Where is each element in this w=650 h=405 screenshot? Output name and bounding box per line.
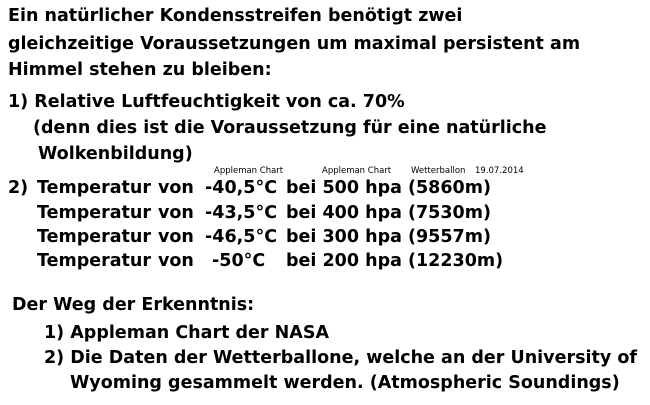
intro-line-1: Ein natürlicher Kondensstreifen benötigt zwei (8, 6, 463, 26)
requirement-1-heading: 1) Relative Luftfeuchtigkeit von ca. 70% (8, 92, 405, 112)
source-label-appleman-2: Appleman Chart (322, 166, 392, 176)
row-1-von: von (158, 178, 194, 198)
row-2-label: Temperatur (37, 203, 152, 223)
row-1-temperature: -40,5°C (205, 178, 278, 198)
row-1-pressure: bei 500 hpa (286, 178, 402, 198)
row-3-label: Temperatur (37, 227, 152, 247)
row-3-pressure: bei 300 hpa (286, 227, 402, 247)
row-2-temperature: -43,5°C (205, 203, 278, 223)
row-4-label: Temperatur (37, 251, 152, 271)
source-label-date: 19.07.2014 (475, 166, 524, 176)
row-4-temperature: -50°C (212, 251, 266, 271)
knowledge-item-2-line-2: Wyoming gesammelt werden. (Atmospheric Soundings) (70, 373, 620, 393)
row-4-von: von (158, 251, 194, 271)
requirement-2-prefix: 2) (8, 178, 29, 198)
source-label-wetterballon: Wetterballon (411, 166, 466, 176)
row-4-pressure: bei 200 hpa (286, 251, 402, 271)
intro-line-2: gleichzeitige Voraussetzungen um maximal persistent am (8, 34, 581, 54)
row-1-altitude: (5860m) (408, 178, 491, 198)
row-3-altitude: (9557m) (408, 227, 491, 247)
intro-line-3: Himmel stehen zu bleiben: (8, 60, 272, 80)
row-3-temperature: -46,5°C (205, 227, 278, 247)
row-2-von: von (158, 203, 194, 223)
row-2-altitude: (7530m) (408, 203, 491, 223)
source-label-appleman-1: Appleman Chart (214, 166, 284, 176)
requirement-1-note-line-1: (denn dies ist die Voraussetzung für eine natürliche (33, 118, 547, 138)
knowledge-item-2-line-1: 2) Die Daten der Wetterballone, welche an der University of (44, 348, 637, 368)
knowledge-item-1: 1) Appleman Chart der NASA (44, 323, 329, 343)
requirement-1-note-line-2: Wolkenbildung) (38, 144, 193, 164)
knowledge-title: Der Weg der Erkenntnis: (12, 295, 255, 315)
row-4-altitude: (12230m) (408, 251, 504, 271)
row-3-von: von (158, 227, 194, 247)
row-2-pressure: bei 400 hpa (286, 203, 402, 223)
row-1-label: Temperatur (37, 178, 152, 198)
